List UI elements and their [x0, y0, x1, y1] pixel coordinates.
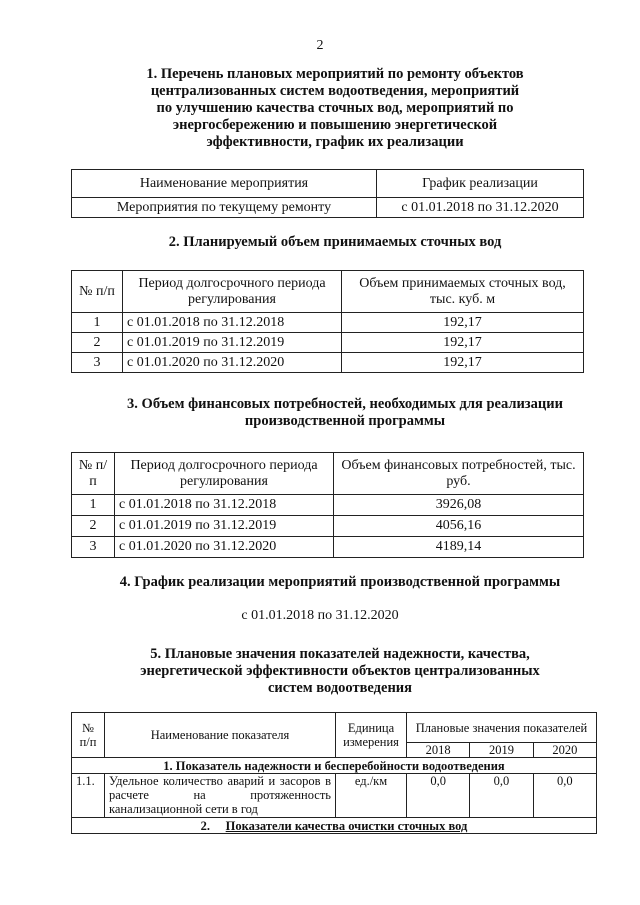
- cell: 1.1.: [72, 774, 105, 818]
- cell: 3: [72, 353, 123, 373]
- section1-title-line: 1. Перечень плановых мероприятий по ремонту объектов: [146, 66, 524, 82]
- cell: 1: [72, 313, 123, 333]
- table-header-row: [72, 453, 584, 495]
- cell: 3: [72, 537, 115, 558]
- year-header-cell: 2019: [470, 743, 533, 758]
- page-number: 2: [316, 38, 324, 53]
- table-row: [72, 537, 584, 558]
- table-header-row: [72, 271, 584, 313]
- cell: 192,17: [342, 313, 584, 333]
- cell: с 01.01.2020 по 31.12.2020: [115, 537, 334, 558]
- table-row: [72, 198, 584, 218]
- section5-table: [71, 712, 597, 834]
- cell: с 01.01.2018 по 31.12.2018: [123, 313, 342, 333]
- table-header-row: [72, 713, 597, 743]
- section5-title-line: систем водоотведения: [267, 680, 413, 696]
- cell: 192,17: [342, 353, 584, 373]
- cell: 0,0: [407, 774, 470, 818]
- section5-title-line: 5. Плановые значения показателей надежности, качества,: [150, 646, 530, 662]
- table-row: [72, 353, 584, 373]
- table-row: [72, 774, 597, 818]
- cell: с 01.01.2020 по 31.12.2020: [123, 353, 342, 373]
- header-cell: Плановые значения показателей: [407, 713, 597, 743]
- section3-title-line: 3. Объем финансовых потребностей, необходимых для реализации: [127, 396, 563, 412]
- table-row: [72, 333, 584, 353]
- section2-title: 2. Планируемый объем принимаемых сточных вод: [168, 234, 502, 250]
- cell: с 01.01.2018 по 31.12.2020: [377, 198, 584, 218]
- section1-title-line: энергосбережению и повышению энергетической: [172, 117, 498, 133]
- header-cell: Наименование мероприятия: [72, 170, 377, 198]
- table-row: [72, 516, 584, 537]
- section3-title: [90, 396, 600, 430]
- section4-title: 4. График реализации мероприятий производственной программы: [119, 574, 561, 590]
- cell: Удельное количество аварий и засоров в расчете на протяженность канализационной сети в год: [105, 774, 336, 818]
- table-row: [72, 495, 584, 516]
- table-header-row: [72, 170, 584, 198]
- year-header-cell: 2020: [533, 743, 596, 758]
- header-cell: Объем финансовых потребностей, тыс. руб.: [334, 453, 584, 495]
- section4-period: с 01.01.2018 по 31.12.2020: [241, 608, 399, 623]
- cell: 4056,16: [334, 516, 584, 537]
- cell: с 01.01.2019 по 31.12.2019: [123, 333, 342, 353]
- section5-title: [70, 646, 610, 697]
- cell: 1: [72, 495, 115, 516]
- header-cell: Объем принимаемых сточных вод, тыс. куб. м: [342, 271, 584, 313]
- cell: с 01.01.2019 по 31.12.2019: [115, 516, 334, 537]
- table-group-row: [72, 758, 597, 774]
- cell: Мероприятия по текущему ремонту: [72, 198, 377, 218]
- section1-table: [71, 169, 584, 218]
- cell: ед./км: [336, 774, 407, 818]
- section5-title-line: энергетической эффективности объектов централизованных: [140, 663, 540, 679]
- cell: 2: [72, 516, 115, 537]
- cell: 0,0: [533, 774, 596, 818]
- header-cell: Период долгосрочного периода регулирования: [123, 271, 342, 313]
- group-heading: 1. Показатель надежности и бесперебойности водоотведения: [72, 758, 597, 774]
- header-cell: Единица измерения: [336, 713, 407, 758]
- cell: 192,17: [342, 333, 584, 353]
- cell: с 01.01.2018 по 31.12.2018: [115, 495, 334, 516]
- section3-table: [71, 452, 584, 558]
- section1-title-line: эффективности, график их реализации: [206, 134, 464, 150]
- header-cell: Период долгосрочного периода регулирования: [115, 453, 334, 495]
- header-cell: Наименование показателя: [105, 713, 336, 758]
- header-cell: График реализации: [377, 170, 584, 198]
- cell: 2: [72, 333, 123, 353]
- table-row: [72, 313, 584, 333]
- header-cell: № п/п: [72, 453, 115, 495]
- section1-title-line: по улучшению качества сточных вод, мероприятий по: [156, 100, 514, 116]
- cell: 3926,08: [334, 495, 584, 516]
- section1-title-line: централизованных систем водоотведения, мероприятий: [150, 83, 520, 99]
- header-cell: № п/п: [72, 271, 123, 313]
- header-cell: № п/п: [72, 713, 105, 758]
- year-header-cell: 2018: [407, 743, 470, 758]
- section2-table: [71, 270, 584, 373]
- cell: 0,0: [470, 774, 533, 818]
- table-group-row: [72, 818, 597, 834]
- section1-title: [70, 66, 600, 151]
- group-label: Показатели качества очистки сточных вод: [225, 818, 468, 833]
- group-heading: [72, 818, 597, 834]
- cell: 4189,14: [334, 537, 584, 558]
- section3-title-line: производственной программы: [244, 413, 446, 429]
- group-number: 2.: [200, 818, 211, 833]
